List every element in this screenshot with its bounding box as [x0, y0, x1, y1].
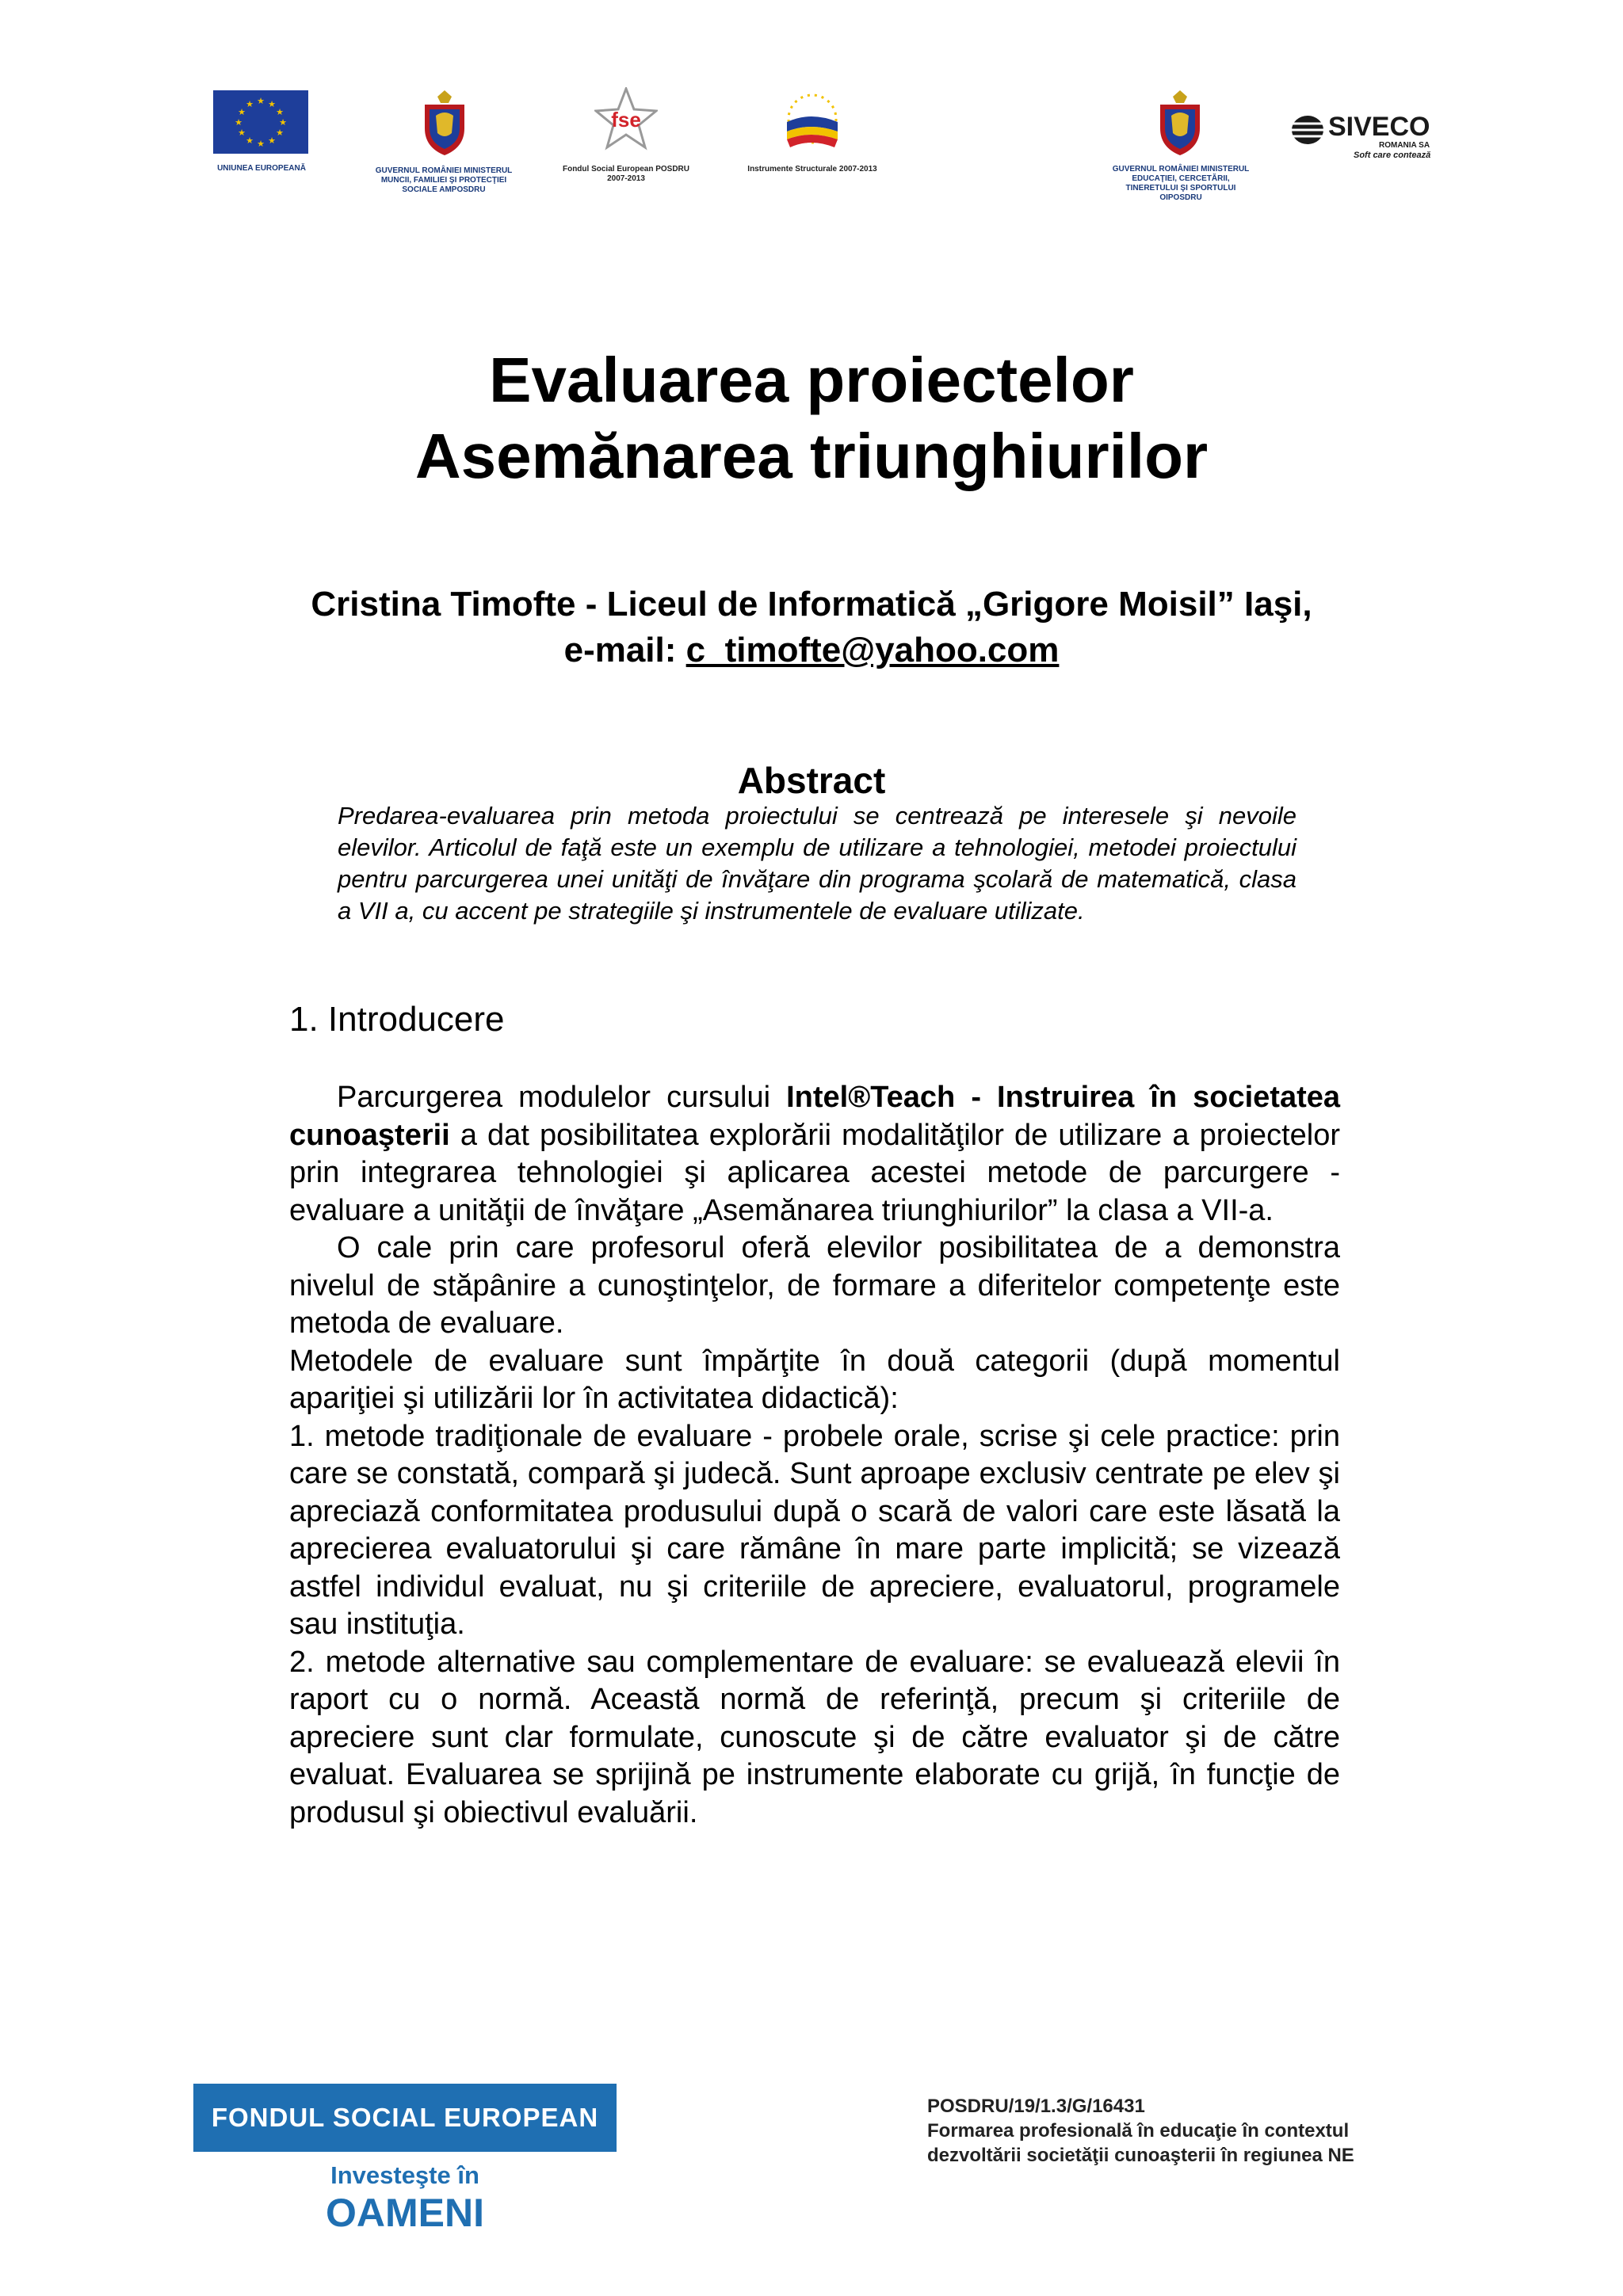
logo-eu-caption: UNIUNEA EUROPEANĂ: [217, 164, 306, 173]
invest-line1: Investeşte în: [330, 2161, 479, 2189]
section-heading: 1. Introducere: [289, 1000, 505, 1039]
posdru-line2: dezvoltării societăţii cunoaşterii în regiunea NE: [927, 2145, 1354, 2166]
eu-flag-icon: [213, 90, 308, 154]
paragraph-4: 1. metode tradiţionale de evaluare - probele orale, scrise şi cele practice: prin care se constată, compară şi judecă. Sunt aproape exclusiv centrate pe elev şi apreciază conformitatea produsului după o scară de valori care este lăsată la aprecierea evaluatorului şi care rămâne în mare parte implicită; se vizează astfel individul evaluat, nu şi criteriile de apreciere, evaluatorul, programele sau instituţia.: [289, 1419, 1340, 1641]
logo-gov-labour: [372, 87, 515, 222]
abstract-heading: Abstract: [737, 760, 886, 801]
structural-instruments-icon: [779, 87, 846, 155]
logo-gov-education: [1109, 87, 1252, 230]
page-title-line2: Asemănarea triunghiurilor: [414, 421, 1209, 491]
author-line: Cristina Timofte - Liceul de Informatică „Grigore Moisil” Iaşi,: [311, 585, 1312, 624]
svg-text:★: ★: [268, 99, 276, 109]
siveco-tagline: Soft care contează: [1354, 151, 1431, 160]
paragraph-2: O cale prin care profesorul oferă elevilor posibilitatea de a demonstra nivelul de stăpânire a cunoştinţelor, de formare a diferitelor competenţe este metoda de evaluare.: [289, 1231, 1340, 1340]
svg-text:★: ★: [276, 107, 284, 117]
logo-gov-education-caption: GUVERNUL ROMÂNIEI MINISTERUL EDUCAŢIEI, CERCETĂRII, TINERETULUI ŞI SPORTULUI OIPOSDRU: [1112, 165, 1250, 202]
svg-text:★: ★: [246, 135, 254, 146]
logo-gov-labour-caption: GUVERNUL ROMÂNIEI MINISTERUL MUNCII, FAMILIEI ŞI PROTECŢIEI SOCIALE AMPOSDRU: [375, 166, 513, 194]
fse-banner: FONDUL SOCIAL EUROPEAN: [193, 2084, 617, 2152]
svg-text:★: ★: [276, 128, 284, 138]
logo-is-caption: Instrumente Structurale 2007-2013: [747, 165, 877, 174]
logo-instrumente-structurale: [745, 87, 880, 198]
coat-of-arms-icon: [420, 87, 469, 157]
fse-mark: fse: [611, 108, 641, 132]
siveco-brand: SIVECO: [1328, 112, 1430, 142]
posdru-line1: Formarea profesională în educaţie în contextul: [927, 2120, 1350, 2142]
logo-eu: [198, 87, 325, 206]
email-label: e-mail:: [563, 631, 686, 669]
svg-text:★: ★: [238, 128, 246, 138]
siveco-globe-icon: [1290, 114, 1325, 146]
invest-line2: OAMENI: [326, 2191, 484, 2235]
paragraph-3: Metodele de evaluare sunt împărţite în două categorii (după momentul apariţiei şi utilizării lor în activitatea didactică):: [289, 1344, 1340, 1415]
logo-siveco: [1284, 111, 1442, 166]
email-link[interactable]: c_timofte@yahoo.com: [685, 631, 1060, 669]
svg-text:★: ★: [235, 117, 242, 128]
logo-fse: [559, 87, 693, 198]
course-name: Intel®Teach - Instruirea în societatea cunoaşterii: [289, 1081, 1340, 1152]
posdru-code: POSDRU/19/1.3/G/16431: [927, 2096, 1145, 2117]
author-email-line: [0, 627, 1623, 673]
logo-fse-caption: Fondul Social European POSDRU 2007-2013: [562, 165, 689, 183]
svg-text:★: ★: [279, 117, 287, 128]
siveco-sub: ROMANIA SA: [1379, 141, 1430, 150]
svg-text:★: ★: [257, 139, 265, 149]
abstract-text: Predarea-evaluarea prin metoda proiectului se centrează pe interesele şi nevoile elevilor. Articolul de faţă este un exemplu de utilizare a tehnologiei, metodei proiectului pentru parcurgerea unei unităţi de învăţare din programa şcolară de matematică, clasa a VII a, cu accent pe strategiile şi instrumentele de evaluare utilizate.: [338, 802, 1296, 925]
paragraph-1: Parcurgerea modulelor cursului Intel®Teach - Instruirea în societatea cunoaşterii a dat posibilitatea explorării modalităţilor de utilizare a proiectelor prin integrarea tehnologiei şi aplicarea acestei metode de parcurgere - evaluare a unităţii de învăţare „Asemănarea triunghiurilor” la clasa a VII-a.: [289, 1081, 1340, 1227]
paragraph-5: 2. metode alternative sau complementare de evaluare: se evaluează elevii în raport cu o normă. Această normă de referinţă, precum şi criteriile de apreciere sunt clar formulate, cunoscute şi de către evaluator şi de către evaluat. Evaluarea se sprijină pe instrumente elaborate cu grijă, în funcţie de produsul şi obiectivul evaluării.: [289, 1645, 1340, 1829]
page-title-line1: Evaluarea proiectelor: [489, 345, 1134, 415]
section-body: [289, 1079, 1340, 1832]
posdru-info: [927, 2094, 1354, 2168]
svg-text:★: ★: [238, 107, 246, 117]
fse-star-icon: [594, 87, 658, 151]
coat-of-arms-icon: [1155, 87, 1205, 157]
svg-text:★: ★: [246, 99, 254, 109]
svg-text:★: ★: [257, 96, 265, 106]
svg-text:★: ★: [268, 135, 276, 146]
